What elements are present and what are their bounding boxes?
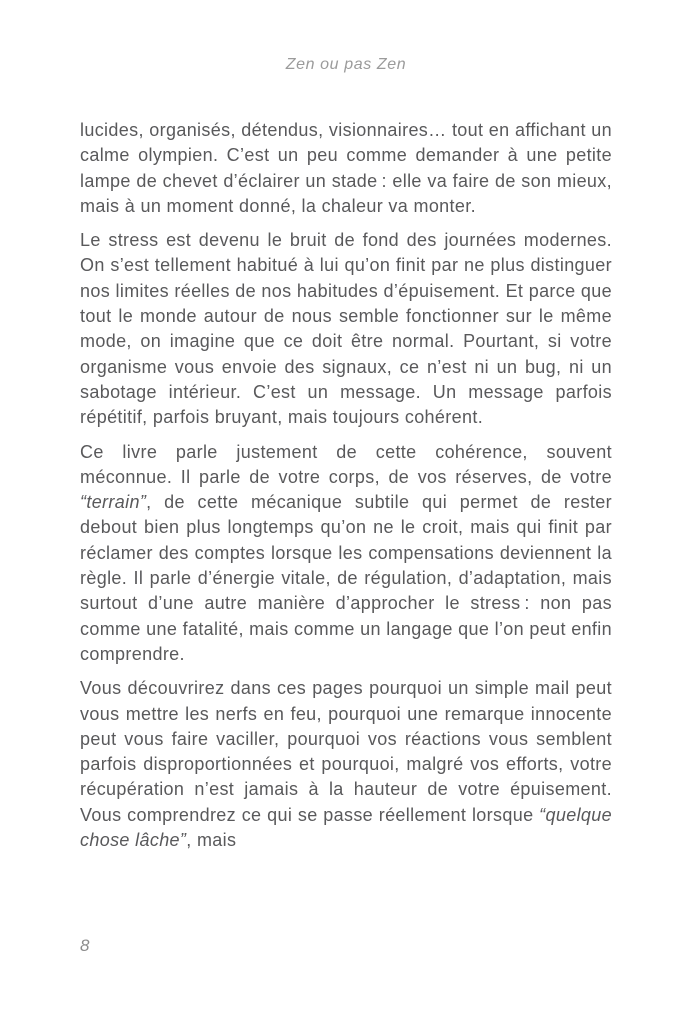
paragraph: Vous découvrirez dans ces pages pourquoi un simple mail peut vous mettre les nerfs en feu, pourquoi une remarque innocente peut vous faire vaciller, pourquoi vos réactions vous semblent parfois disproportionnées et pourquoi, malgré vos efforts, votre récupération n’est jamais à la hauteur de votre épuisement. Vous comprendrez ce qui se passe réellement lorsque “quelque chose lâche”, mais bbox=[80, 678, 612, 851]
page-body bbox=[80, 118, 612, 853]
running-header: Zen ou pas Zen bbox=[285, 56, 407, 73]
paragraph: Le stress est devenu le bruit de fond des journées modernes. On s’est tellement habitué à lui qu’on finit par ne plus distinguer nos limites réelles de nos habitudes d’épuisement. Et parce que tout le monde autour de nous semble fonctionner sur le même mode, on imagine que ce doit être normal. Pourtant, si votre organisme vous envoie des signaux, ce n’est ni un bug, ni un sabotage intérieur. C’est un message. Un message parfois répétitif, parfois bruyant, mais toujours cohérent. bbox=[80, 230, 612, 428]
paragraph: lucides, organisés, détendus, visionnaires… tout en affichant un calme olympien. C’est un peu comme demander à une petite lampe de chevet d’éclairer un stade : elle va faire de son mieux, mais à un moment donné, la chaleur va monter. bbox=[80, 120, 612, 216]
page-number-label: 8 bbox=[80, 936, 90, 955]
paragraph: Ce livre parle justement de cette cohérence, souvent méconnue. Il parle de votre corps, de vos réserves, de votre “terrain”, de cette mécanique subtile qui permet de rester debout bien plus longtemps qu’on ne le croit, mais qui finit par réclamer des comptes lorsque les compensations deviennent la règle. Il parle d’énergie vitale, de régulation, d’adaptation, mais surtout d’une autre manière d’approcher le stress : non pas comme une fatalité, mais comme un langage que l’on peut enfin comprendre. bbox=[80, 441, 612, 664]
